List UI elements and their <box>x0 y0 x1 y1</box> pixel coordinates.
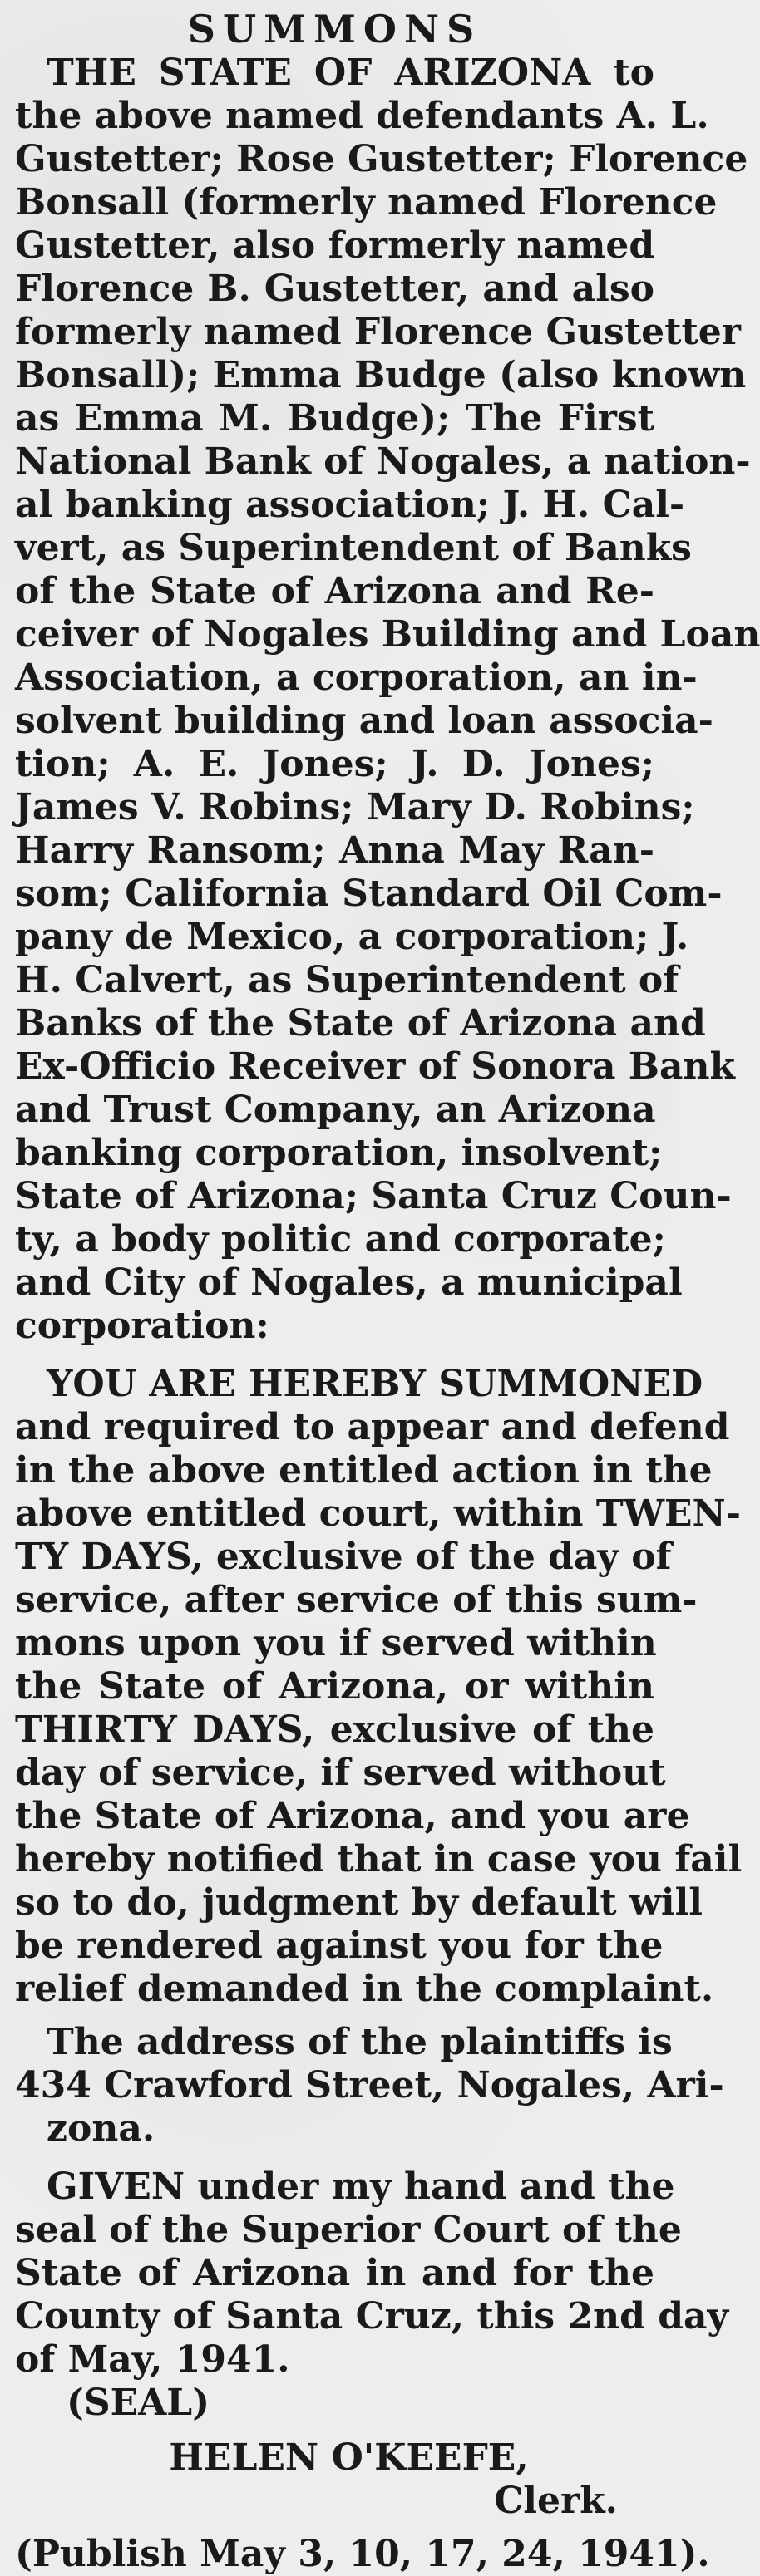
paragraph-line: formerly named Florence Gustetter <box>15 311 741 353</box>
paragraph-line: County of Santa Cruz, this 2nd day <box>15 2295 729 2338</box>
paragraph-line: mons upon you if served within <box>15 1622 657 1664</box>
paragraph-line: and City of Nogales, a municipal <box>15 1261 683 1304</box>
signature-block <box>15 2436 654 2523</box>
paragraph-line: James V. Robins; Mary D. Robins; <box>15 786 695 828</box>
paragraph-line: above entitled court, within TWEN- <box>15 1492 742 1535</box>
paragraph-line: banking corporation, insolvent; <box>15 1132 663 1174</box>
paragraph-line: National Bank of Nogales, a nation- <box>15 440 751 483</box>
paragraph-line: TY DAYS, exclusive of the day of <box>15 1536 672 1578</box>
summons-command-paragraph <box>15 1363 743 2011</box>
publication-line <box>15 2533 710 2576</box>
clerk-name: HELEN O'KEEFE, <box>169 2436 529 2479</box>
paragraph-line: Gustetter, also formerly named <box>15 224 655 267</box>
paragraph-line: of the State of Arizona and Re- <box>15 570 654 612</box>
paragraph-line: and required to appear and defend <box>15 1406 730 1448</box>
paragraph-line: vert, as Superintendent of Banks <box>15 527 692 569</box>
paragraph-line: pany de Mexico, a corporation; J. <box>15 916 689 958</box>
paragraph-line: solvent building and loan associa- <box>15 700 713 742</box>
paragraph-line: State of Arizona; Santa Cruz Coun- <box>15 1175 732 1217</box>
paragraph-line: H. Calvert, as Superintendent of <box>15 959 679 1001</box>
summons-opening-paragraph <box>15 52 760 1348</box>
paragraph-line: ty, a body politic and corporate; <box>15 1218 666 1261</box>
plaintiff-address-paragraph <box>15 2021 724 2151</box>
paragraph-line: 434 Crawford Street, Nogales, Ari- <box>15 2064 724 2107</box>
paragraph-line: State of Arizona in and for the <box>15 2252 654 2294</box>
seal-line <box>15 2382 654 2425</box>
paragraph-line: and Trust Company, an Arizona <box>15 1089 656 1131</box>
paragraph-line: be rendered against you for the <box>15 1925 664 1967</box>
clerk-title: Clerk. <box>494 2480 618 2522</box>
paragraph-line: in the above entitled action in the <box>15 1449 713 1492</box>
paragraph-line: the State of Arizona, and you are <box>15 1795 690 1837</box>
paragraph-line: som; California Standard Oil Com- <box>15 873 723 915</box>
seal-label: (SEAL) <box>67 2382 210 2424</box>
paragraph-line: YOU ARE HEREBY SUMMONED <box>47 1363 703 1405</box>
paragraph-line: the above named defendants A. L. <box>15 95 709 137</box>
paragraph-line: Banks of the State of Arizona and <box>15 1002 706 1045</box>
paragraph-line: Harry Ransom; Anna May Ran- <box>15 829 654 872</box>
paragraph-line: hereby notified that in case you fail <box>15 1838 743 1880</box>
paragraph-line: tion; A. E. Jones; J. D. Jones; <box>15 743 654 785</box>
paragraph-line: corporation: <box>15 1305 269 1347</box>
paragraph-line: al banking association; J. H. Cal- <box>15 484 685 526</box>
paragraph-line: Florence B. Gustetter, and also <box>15 268 654 310</box>
paragraph-line: Gustetter; Rose Gustetter; Florence <box>15 138 748 180</box>
summons-title: SUMMONS <box>187 7 482 52</box>
paragraph-line: Bonsall (formerly named Florence <box>15 181 718 224</box>
given-under-hand-paragraph <box>15 2166 729 2382</box>
paragraph-line: service, after service of this sum- <box>15 1579 698 1621</box>
paragraph-line: Association, a corporation, an in- <box>15 656 698 699</box>
publication-dates: (Publish May 3, 10, 17, 24, 1941). <box>15 2533 710 2575</box>
paragraph-line: seal of the Superior Court of the <box>15 2209 682 2251</box>
paragraph-line: THE STATE OF ARIZONA to <box>47 52 654 94</box>
paragraph-line: THIRTY DAYS, exclusive of the <box>15 1708 654 1751</box>
paragraph-line: ceiver of Nogales Building and Loan <box>15 613 760 656</box>
paragraph-line: zona. <box>47 2107 155 2150</box>
paragraph-line: so to do, judgment by default will <box>15 1881 703 1924</box>
paragraph-line: the State of Arizona, or within <box>15 1665 654 1708</box>
paragraph-line: as Emma M. Budge); The First <box>15 397 654 440</box>
paragraph-line: day of service, if served without <box>15 1752 666 1794</box>
paragraph-line: The address of the plaintiffs is <box>47 2021 673 2063</box>
paragraph-line: Ex-Officio Receiver of Sonora Bank <box>15 1045 735 1088</box>
paragraph-line: relief demanded in the complaint. <box>15 1968 714 2010</box>
paragraph-line: of May, 1941. <box>15 2338 290 2381</box>
paragraph-line: GIVEN under my hand and the <box>47 2166 675 2208</box>
paragraph-line: Bonsall); Emma Budge (also known <box>15 354 747 396</box>
